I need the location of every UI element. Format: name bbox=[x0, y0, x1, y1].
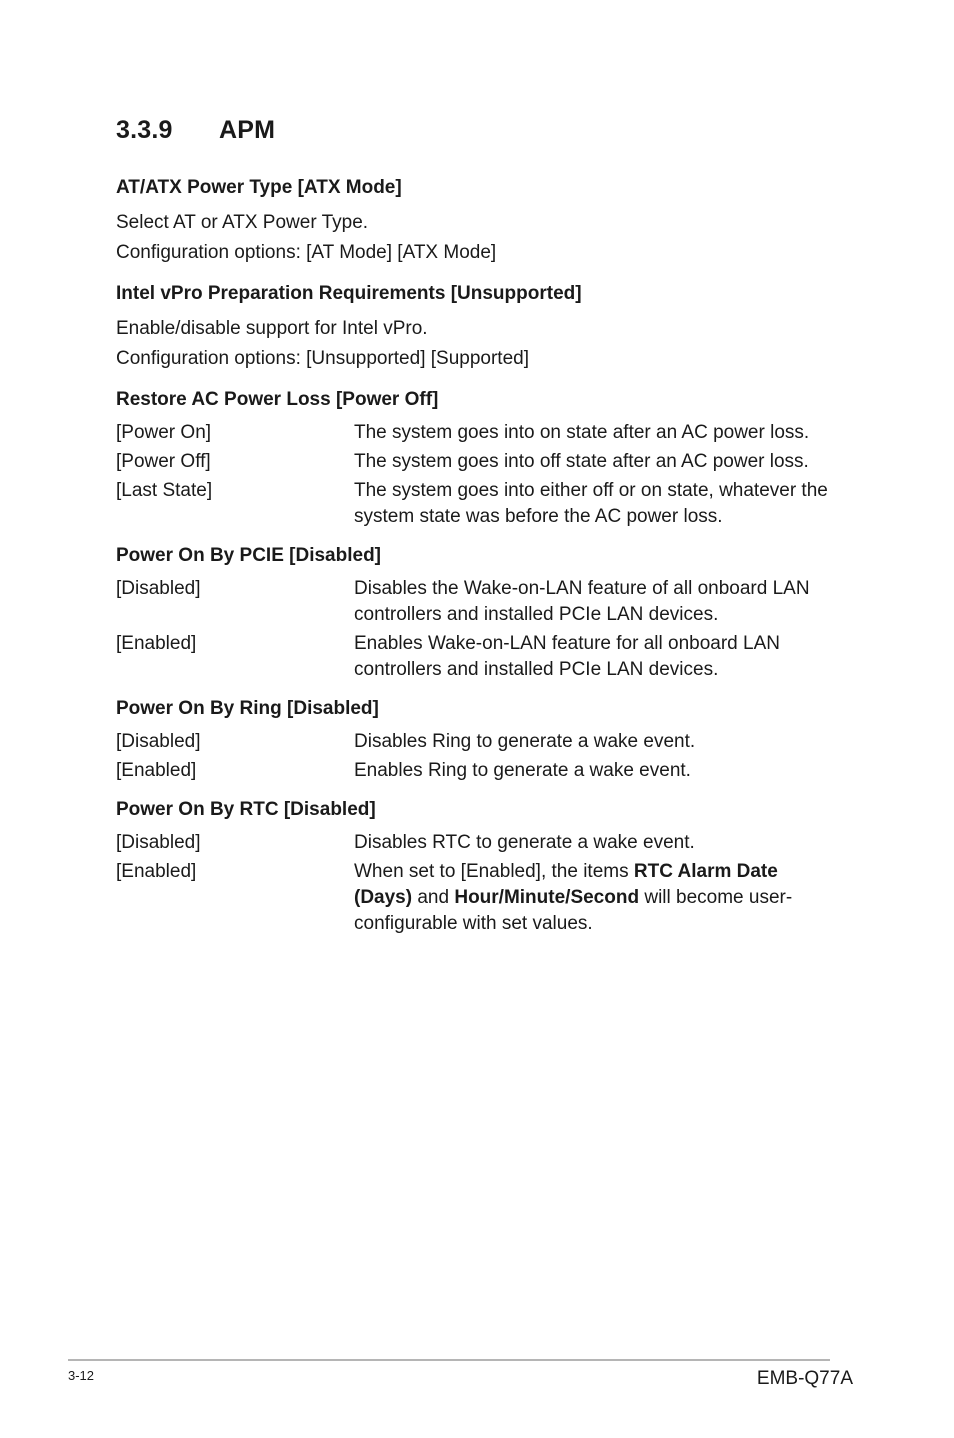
option-text: will become user-configurable with set values. bbox=[354, 887, 793, 934]
model-name: EMB-Q77A bbox=[756, 1368, 853, 1389]
option-emphasis: Hour/Minute/Second bbox=[454, 887, 640, 908]
option-value: [Enabled] bbox=[116, 760, 197, 781]
setting-item bbox=[116, 697, 836, 784]
option-description: Enables Ring to generate a wake event. bbox=[354, 760, 691, 781]
option-description bbox=[354, 859, 836, 937]
option-table bbox=[116, 729, 836, 784]
option-description: The system goes into off state after an AC power loss. bbox=[354, 451, 809, 472]
setting-heading: AT/ATX Power Type [ATX Mode] bbox=[116, 177, 402, 198]
option-value: [Enabled] bbox=[116, 861, 197, 882]
option-description: Disables the Wake-on-LAN feature of all onboard LAN controllers and installed PCIe LAN devices. bbox=[354, 578, 810, 625]
option-value: [Enabled] bbox=[116, 633, 197, 654]
option-text: When set to [Enabled], the items bbox=[354, 861, 634, 882]
settings-list bbox=[116, 176, 836, 951]
option-value: [Last State] bbox=[116, 480, 213, 501]
option-text: and bbox=[412, 887, 455, 908]
option-row bbox=[116, 631, 836, 683]
option-row bbox=[116, 576, 836, 628]
section-number: 3.3.9 bbox=[116, 116, 173, 144]
setting-item bbox=[116, 544, 836, 683]
setting-item bbox=[116, 388, 836, 530]
setting-heading: Intel vPro Preparation Requirements [Unsupported] bbox=[116, 283, 582, 304]
page-number: 3-12 bbox=[68, 1368, 95, 1383]
option-row bbox=[116, 420, 836, 446]
option-row bbox=[116, 729, 836, 755]
setting-description: Configuration options: [AT Mode] [ATX Mode] bbox=[116, 242, 497, 263]
setting-heading: Power On By Ring [Disabled] bbox=[116, 698, 379, 719]
section-title bbox=[116, 116, 275, 145]
setting-item bbox=[116, 176, 836, 268]
option-emphasis: RTC Alarm Date (Days) bbox=[354, 861, 778, 908]
setting-heading: Power On By RTC [Disabled] bbox=[116, 799, 376, 820]
setting-heading: Restore AC Power Loss [Power Off] bbox=[116, 389, 439, 410]
option-row bbox=[116, 478, 836, 530]
option-row bbox=[116, 758, 836, 784]
option-description: Disables RTC to generate a wake event. bbox=[354, 832, 695, 853]
setting-heading: Power On By PCIE [Disabled] bbox=[116, 545, 381, 566]
option-table bbox=[116, 420, 836, 530]
option-value: [Disabled] bbox=[116, 731, 201, 752]
setting-description: Enable/disable support for Intel vPro. bbox=[116, 318, 428, 339]
option-row bbox=[116, 830, 836, 856]
setting-item bbox=[116, 282, 836, 374]
option-table bbox=[116, 830, 836, 937]
option-value: [Power Off] bbox=[116, 451, 211, 472]
option-description: Disables Ring to generate a wake event. bbox=[354, 731, 696, 752]
option-value: [Power On] bbox=[116, 422, 212, 443]
setting-description: Configuration options: [Unsupported] [Supported] bbox=[116, 348, 529, 369]
option-row bbox=[116, 449, 836, 475]
setting-item bbox=[116, 798, 836, 937]
option-description: The system goes into either off or on state, whatever the system state was before the AC power loss. bbox=[354, 480, 828, 527]
section-name: APM bbox=[219, 116, 276, 144]
option-value: [Disabled] bbox=[116, 832, 201, 853]
option-table bbox=[116, 576, 836, 683]
option-row bbox=[116, 859, 836, 937]
setting-description: Select AT or ATX Power Type. bbox=[116, 212, 369, 233]
option-description: Enables Wake-on-LAN feature for all onboard LAN controllers and installed PCIe LAN devices. bbox=[354, 633, 780, 680]
option-value: [Disabled] bbox=[116, 578, 201, 599]
footer-divider bbox=[68, 1359, 830, 1361]
option-description: The system goes into on state after an AC power loss. bbox=[354, 422, 810, 443]
